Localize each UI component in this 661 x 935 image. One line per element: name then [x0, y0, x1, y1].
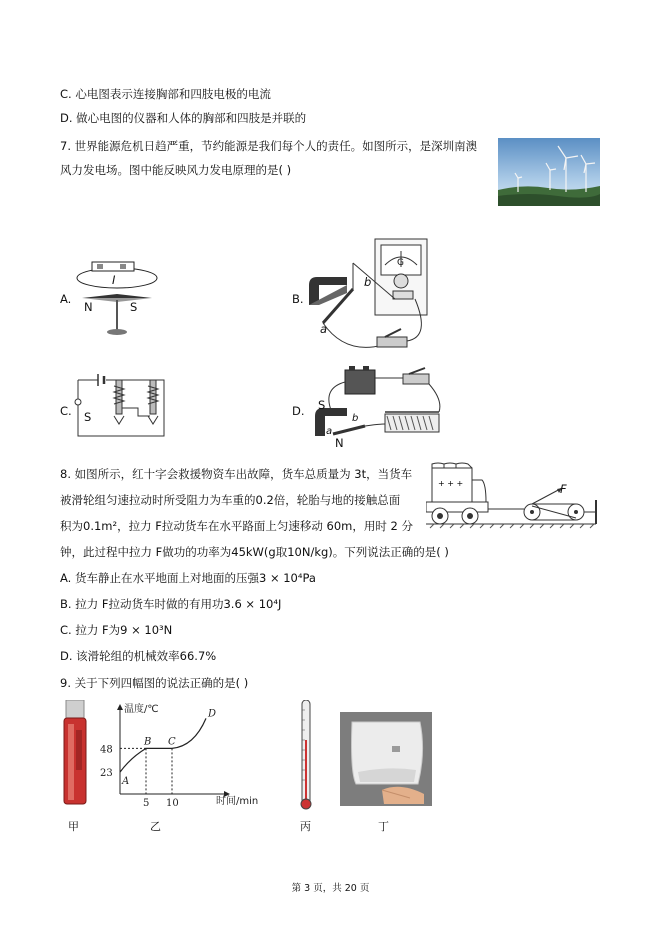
option-7b-a-label: a [320, 322, 328, 336]
caption-jia: 甲 [68, 820, 79, 833]
x-tick-10: 10 [166, 798, 179, 809]
temperature-curve [120, 718, 206, 772]
option-7b-b-label: b [364, 275, 372, 289]
option-7d-b-label: b [352, 413, 359, 424]
caption-bing: 丙 [300, 820, 311, 833]
y-axis-arrow [117, 704, 123, 710]
option-7a-figure [72, 250, 162, 340]
truck-force-label: F [560, 482, 567, 496]
temperature-time-chart [96, 700, 276, 812]
option-7d-figure [307, 364, 447, 452]
option-7c-figure [72, 372, 172, 442]
point-label-a: A [122, 776, 130, 788]
lighter-image [60, 700, 90, 806]
option-7a-label: A. [60, 292, 72, 306]
question-8-option-b: B. 拉力 F拉动货车时做的有用功3.6 × 10⁴J [60, 597, 282, 611]
caption-yi: 乙 [150, 820, 161, 833]
option-6d: D. 做心电图的仪器和人体的胸部和四肢是并联的 [60, 111, 307, 125]
option-7d-n-label: N [335, 436, 344, 450]
question-8-option-d: D. 该滑轮组的机械效率66.7% [60, 649, 217, 663]
point-label-c: C [168, 736, 176, 748]
question-8-line4: 钟，此过程中拉力 F做功的功率为45kW(g取10N/kg)。下列说法正确的是( ) [60, 545, 449, 559]
question-7-line1: 7. 世界能源危机日趋严重，节约能源是我们每个人的责任。如图所示，是深圳南澳 [60, 139, 478, 153]
option-7c-s-label: S [84, 410, 92, 424]
question-8-option-a: A. 货车静止在水平地面上对地面的压强3 × 10⁴Pa [60, 571, 316, 585]
option-6c: C. 心电图表示连接胸部和四肢电极的电流 [60, 87, 271, 101]
caption-ding: 丁 [378, 820, 389, 833]
option-7a-n-label: N [84, 300, 93, 314]
option-7d-a-label: a [326, 426, 333, 437]
y-tick-48: 48 [100, 744, 113, 756]
option-7c-label: C. [60, 404, 72, 418]
thermometer-image [299, 700, 313, 812]
question-8-option-c: C. 拉力 F为9 × 10³N [60, 623, 173, 637]
question-7-line2: 风力发电场。图中能反映风力发电原理的是( ) [60, 163, 292, 177]
truck-pulley-figure [426, 462, 600, 530]
y-tick-23: 23 [100, 768, 113, 780]
option-7d-label: D. [292, 404, 305, 418]
option-7b-g-label: G [397, 258, 404, 268]
question-8-line3: 积为0.1m²，拉力 F拉动货车在水平路面上匀速移动 60m，用时 2 分 [60, 519, 413, 533]
option-7b-label: B. [292, 292, 304, 306]
option-7a-current-label: I [112, 273, 116, 287]
option-7a-s-label: S [130, 300, 138, 314]
question-8-line2: 被滑轮组匀速拉动时所受阻力为车重的0.2倍，轮胎与地的接触总面 [60, 493, 401, 507]
question-8-line1: 8. 如图所示，红十字会救援物资车出故障，货车总质量为 3t，当货车 [60, 467, 413, 481]
hand-dryer-image [340, 712, 432, 806]
x-axis-label: 时间/min [216, 796, 259, 807]
page-footer: 第 3 页，共 20 页 [291, 883, 370, 894]
x-tick-5: 5 [143, 798, 150, 809]
point-label-b: B [144, 736, 152, 748]
y-axis-label: 温度/℃ [124, 704, 159, 715]
wind-farm-photo [498, 138, 600, 206]
question-9: 9. 关于下列四幅图的说法正确的是( ) [60, 676, 249, 690]
svg-text:+ + +: + + + [438, 479, 464, 488]
point-label-d: D [208, 708, 217, 720]
option-7d-s-label: S [318, 398, 326, 412]
option-7b-figure [305, 237, 440, 355]
